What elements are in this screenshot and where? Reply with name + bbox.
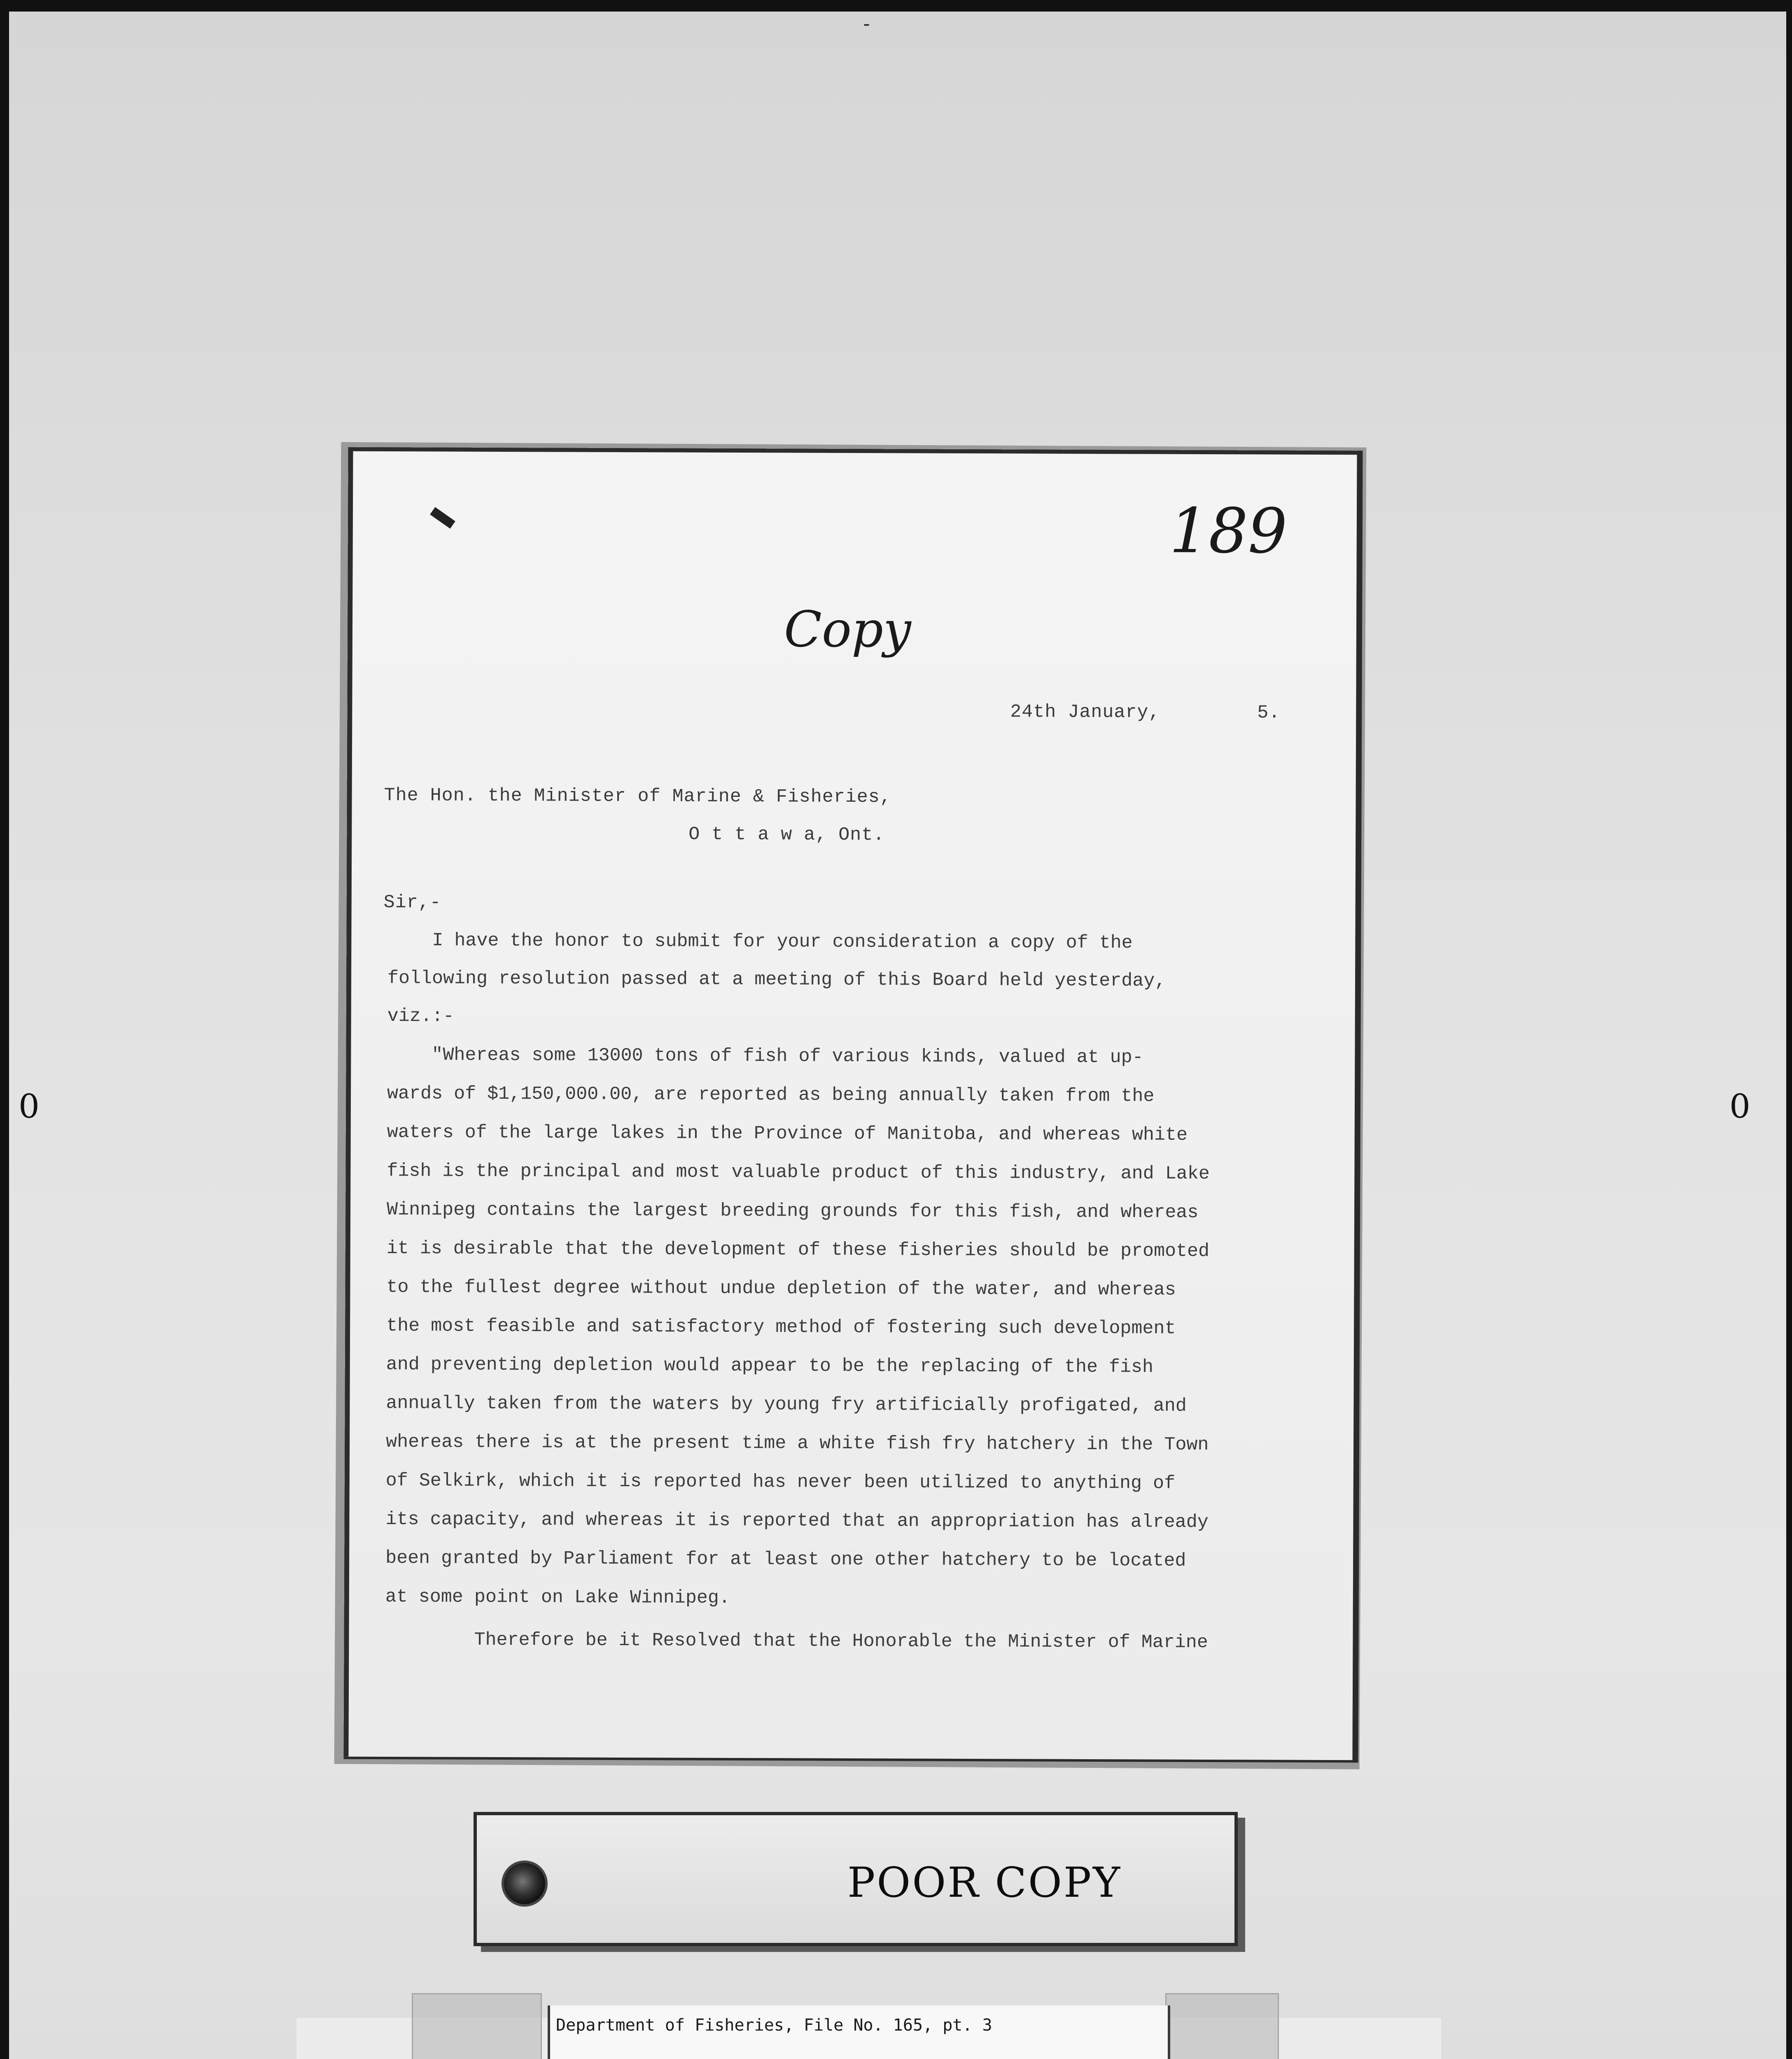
top-dash-mark: - [861, 12, 873, 35]
tape-top-left [412, 1993, 542, 2059]
body-line: waters of the large lakes in the Province of Manitoba, and whereas white [387, 1122, 1188, 1146]
salutation: Sir,- [383, 892, 441, 913]
letter-date-suffix: 5. [1257, 702, 1281, 724]
body-line: the most feasible and satisfactory method of fostering such development [386, 1315, 1176, 1339]
body-line: following resolution passed at a meeting of this Board held yesterday, [387, 968, 1166, 992]
file-reference: Department of Fisheries, File No. 165, pt. 3 [556, 2016, 992, 2035]
body-line: annually taken from the waters by young fry artificially profigated, and [386, 1393, 1187, 1417]
body-line: wards of $1,150,000.00, are reported as being annually taken from the [387, 1083, 1155, 1107]
left-margin-mark: 0 [19, 1087, 40, 1125]
body-line: and preventing depletion would appear to be the replacing of the fish [386, 1354, 1154, 1378]
mounting-hole-icon [502, 1861, 548, 1907]
film-edge-top [0, 0, 1792, 12]
addressee-line-1: The Hon. the Minister of Marine & Fisheries, [384, 785, 891, 808]
right-margin-mark: 0 [1729, 1087, 1750, 1125]
body-line: at some point on Lake Winnipeg. [385, 1586, 730, 1608]
letter-date: 24th January, [1010, 701, 1160, 723]
addressee-line-2: O t t a w a, Ont. [688, 824, 885, 846]
letter-sheet [343, 447, 1363, 1763]
tape-top-right [1165, 1993, 1279, 2059]
body-line: fish is the principal and most valuable product of this industry, and Lake [387, 1160, 1210, 1185]
body-line: I have the honor to submit for your consideration a copy of the [387, 930, 1133, 954]
body-line: been granted by Parliament for at least one other hatchery to be located [385, 1548, 1186, 1571]
copy-annotation: Copy [784, 601, 911, 659]
body-line: "Whereas some 13000 tons of fish of various kinds, valued at up- [387, 1044, 1143, 1068]
film-edge-left [0, 0, 9, 2059]
pin-mark [430, 507, 455, 529]
body-line: Winnipeg contains the largest breeding grounds for this fish, and whereas [387, 1199, 1199, 1223]
body-line: Therefore be it Resolved that the Honorable the Minister of Marine [385, 1629, 1208, 1653]
body-line: viz.:- [387, 1006, 454, 1027]
body-line: of Selkirk, which it is reported has never been utilized to anything of [385, 1470, 1176, 1494]
body-line: whereas there is at the present time a white fish fry hatchery in the Town [386, 1431, 1209, 1456]
poor-copy-plate [474, 1812, 1238, 1946]
folio-number: 189 [1169, 495, 1288, 567]
body-line: its capacity, and whereas it is reported that an appropriation has already [385, 1509, 1209, 1533]
body-line: it is desirable that the development of these fisheries should be promoted [386, 1238, 1210, 1262]
body-line: to the fullest degree without undue depletion of the water, and whereas [386, 1277, 1176, 1300]
poor-copy-label: POOR COPY [847, 1858, 1122, 1907]
film-edge-right [1786, 0, 1792, 2059]
